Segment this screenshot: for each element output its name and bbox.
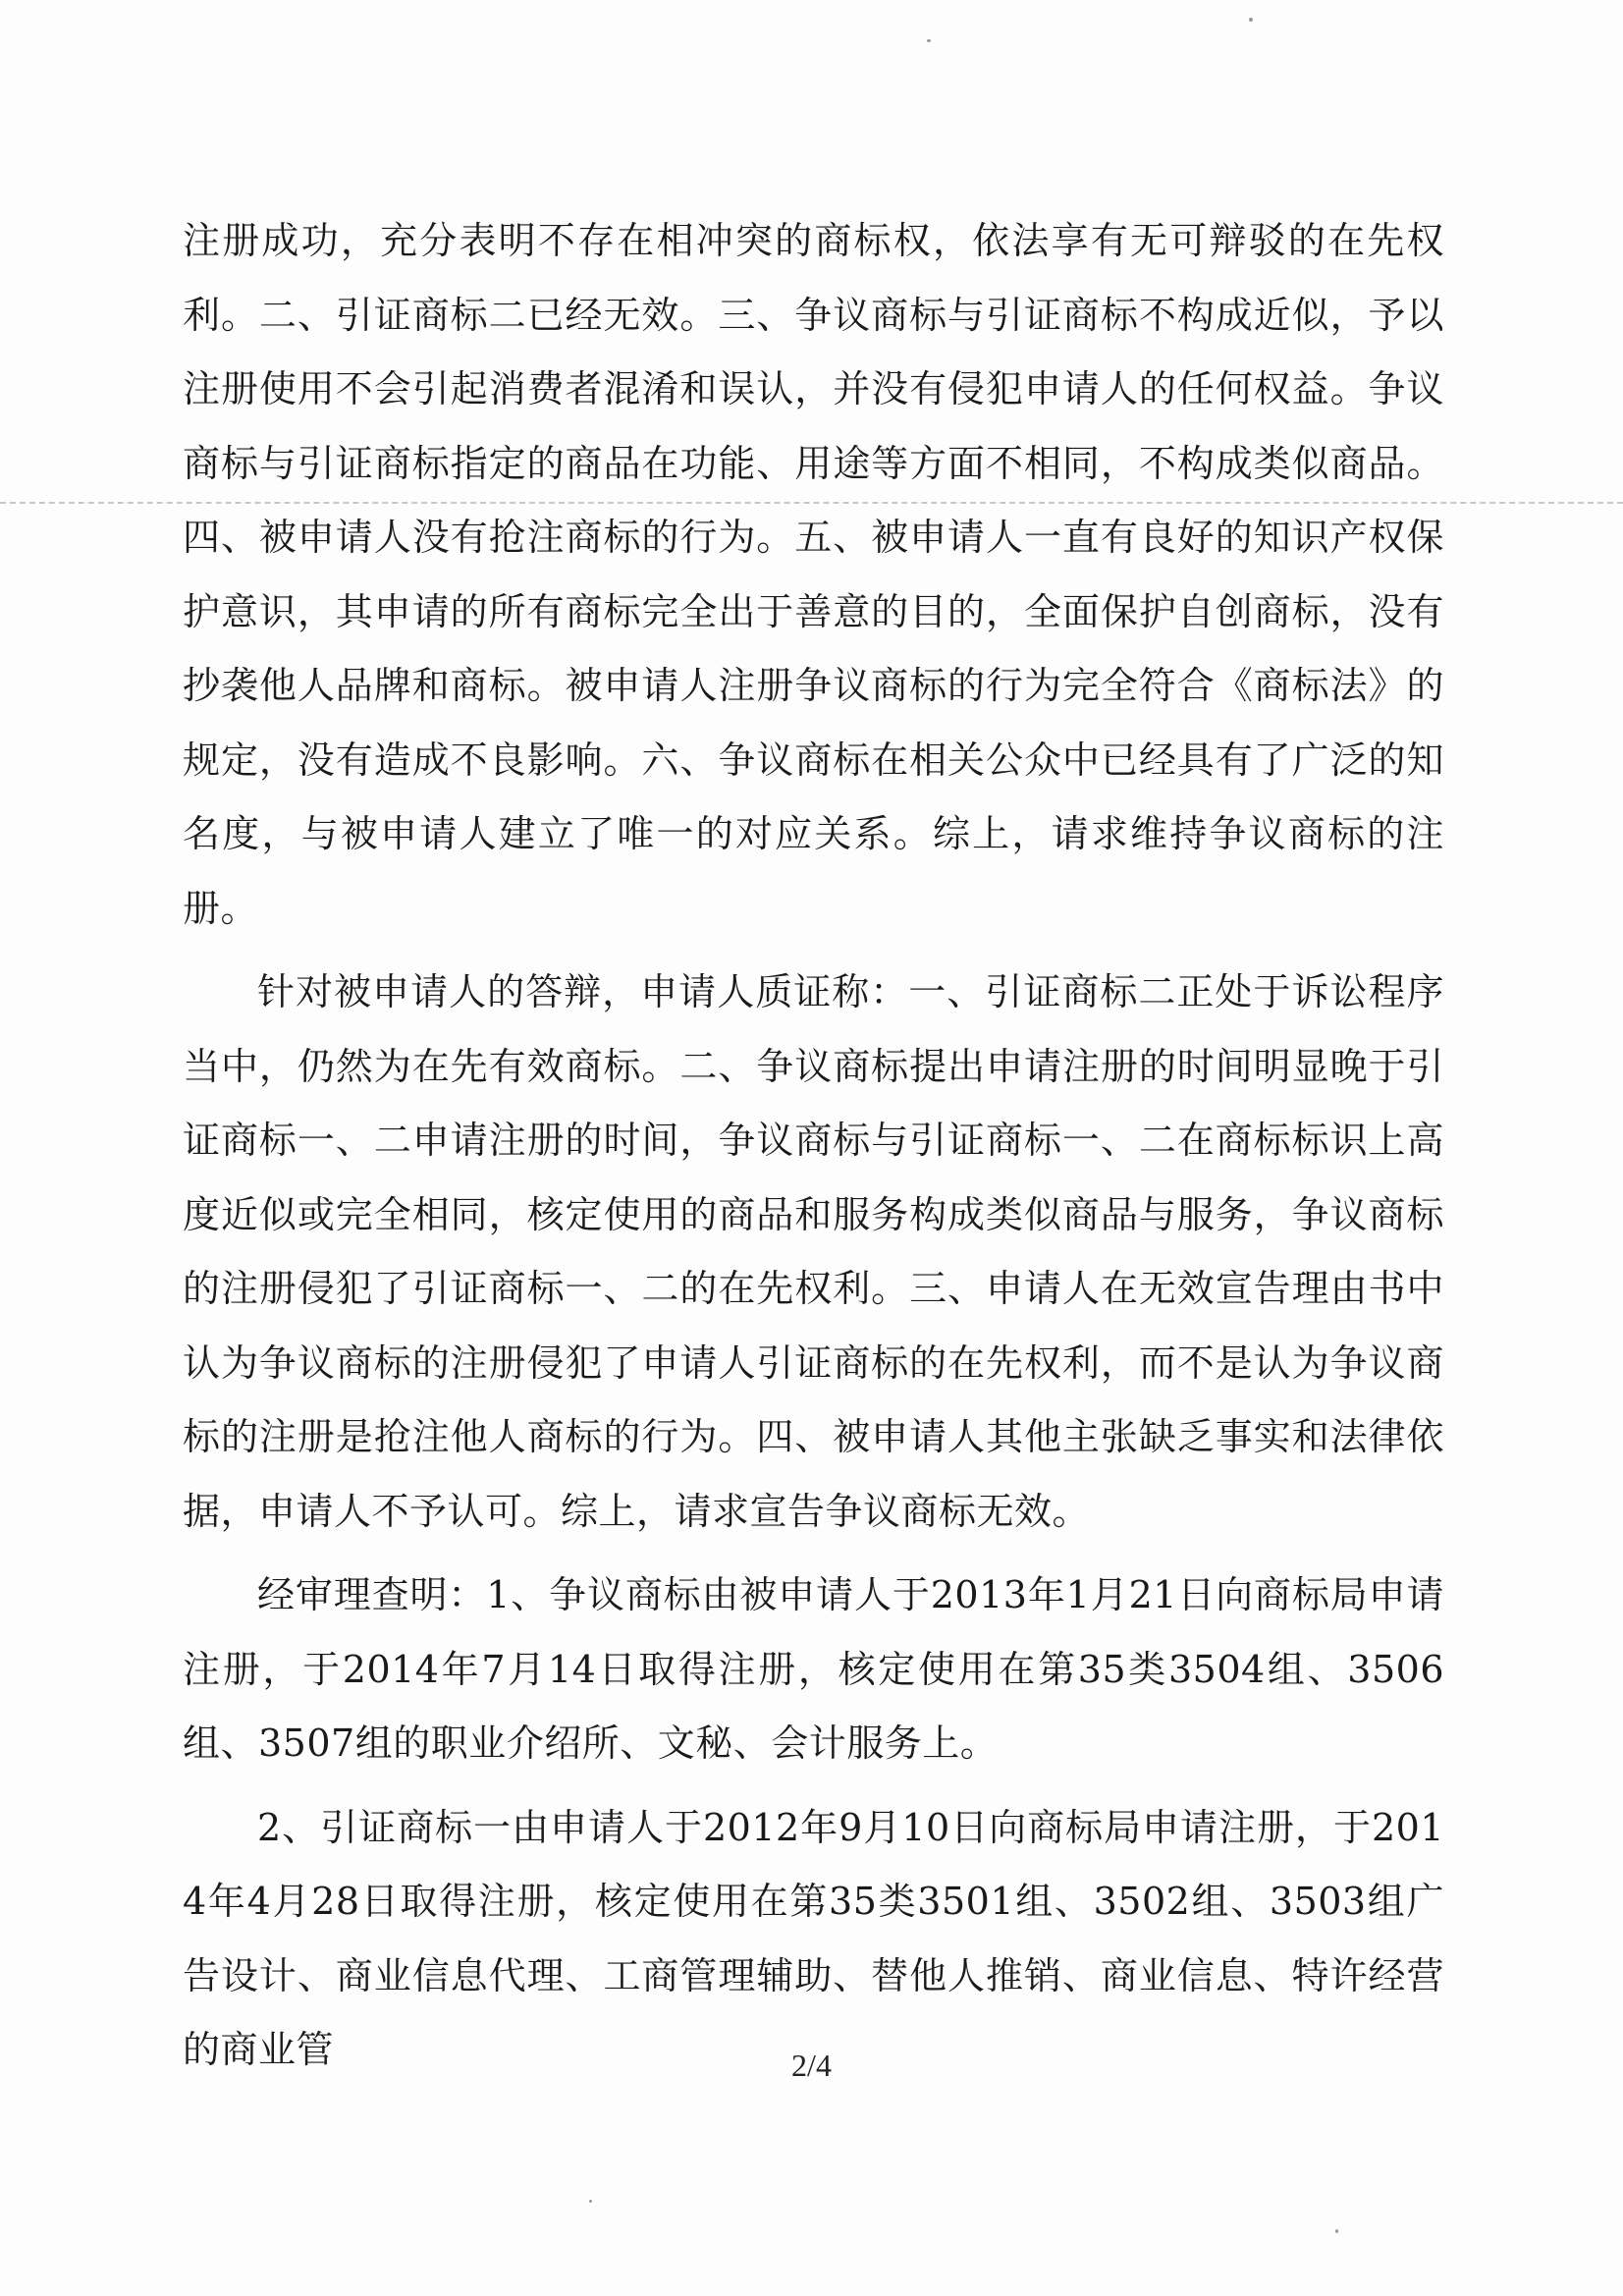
paragraph-findings-1: 经审理查明：1、争议商标由被申请人于2013年1月21日向商标局申请注册，于2014年7月14日取得注册，核定使用在第35类3504组、3506组、3507组的职业介绍所、文秘、会计服务上。 [183, 1573, 1444, 1765]
scan-speck [1335, 2229, 1338, 2233]
paragraph-applicant-cross-examination: 针对被申请人的答辩，申请人质证称：一、引证商标二正处于诉讼程序当中，仍然为在先有效商标。二、争议商标提出申请注册的时间明显晚于引证商标一、二申请注册的时间，争议商标与引证商标一、二在商标标识上高度近似或完全相同，核定使用的商品和服务构成类似商品与服务，争议商标的注册侵犯了引证商标一、二的在先权利。三、申请人在无效宣告理由书中认为争议商标的注册侵犯了申请人引证商标的在先权利，而不是认为争议商标的注册是抢注他人商标的行为。四、被申请人其他主张缺乏事实和法律依据，申请人不予认可。综上，请求宣告争议商标无效。 [183, 970, 1444, 1533]
document-body [183, 204, 1444, 2088]
scan-speck [927, 39, 931, 42]
paragraph-continued: 注册成功，充分表明不存在相冲突的商标权，依法享有无可辩驳的在先权利。二、引证商标二已经无效。三、争议商标与引证商标不构成近似，予以注册使用不会引起消费者混淆和误认，并没有侵犯申请人的任何权益。争议商标与引证商标指定的商品在功能、用途等方面不相同，不构成类似商品。四、被申请人没有抢注商标的行为。五、被申请人一直有良好的知识产权保护意识，其申请的所有商标完全出于善意的目的，全面保护自创商标，没有抄袭他人品牌和商标。被申请人注册争议商标的行为完全符合《商标法》的规定，没有造成不良影响。六、争议商标在相关公众中已经具有了广泛的知名度，与被申请人建立了唯一的对应关系。综上，请求维持争议商标的注册。 [183, 219, 1444, 930]
page-number: 2/4 [791, 2048, 832, 2083]
scan-speck [589, 2200, 592, 2203]
scan-speck [1249, 18, 1253, 22]
paragraph-findings-2: 2、引证商标一由申请人于2012年9月10日向商标局申请注册，于2014年4月28日取得注册，核定使用在第35类3501组、3502组、3503组广告设计、商业信息代理、工商管理辅助、替他人推销、商业信息、特许经营的商业管 [183, 1805, 1444, 2071]
